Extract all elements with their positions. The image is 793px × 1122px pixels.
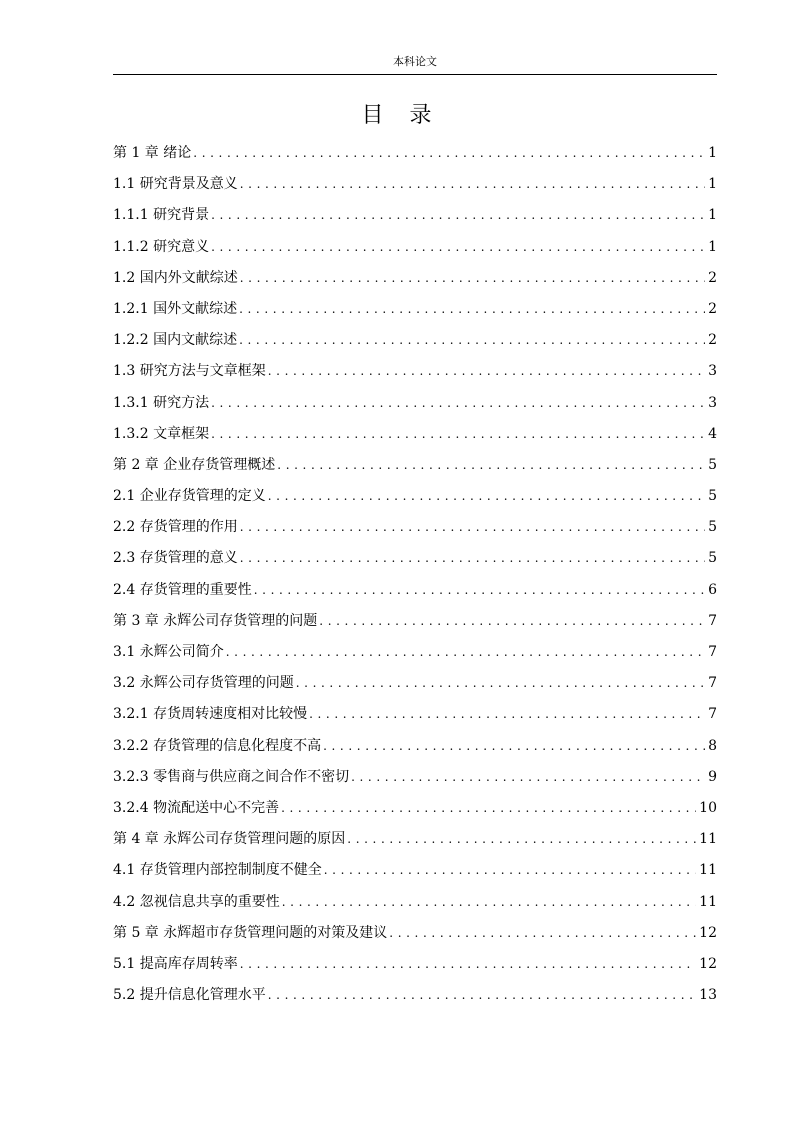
toc-entry[interactable]: [113, 578, 717, 609]
toc-entry-page-number: 12: [699, 955, 717, 972]
toc-entry[interactable]: [113, 671, 717, 702]
toc-entry-page-number: 5: [708, 550, 717, 567]
toc-entry[interactable]: [113, 734, 717, 765]
toc-entry-label: 1.3.1 研究方法: [113, 394, 210, 411]
toc-dot-leader: [240, 172, 705, 196]
toc-entry-label: 第 2 章 企业存货管理概述: [113, 456, 276, 473]
toc-dot-leader: [282, 890, 696, 914]
toc-entry-page-number: 2: [708, 269, 717, 286]
toc-dot-leader: [281, 796, 696, 820]
toc-dot-leader: [389, 921, 696, 945]
toc-entry-page-number: 2: [708, 332, 717, 349]
toc-dot-leader: [268, 484, 705, 508]
toc-dot-leader: [296, 671, 705, 695]
toc-title-right: 录: [409, 103, 432, 128]
toc-entry-page-number: 13: [699, 987, 717, 1004]
toc-entry-label: 3.1 永辉公司简介: [113, 644, 224, 660]
toc-entry[interactable]: [113, 921, 717, 952]
toc-entry-label: 3.2.4 物流配送中心不完善: [113, 799, 280, 816]
toc-entry-page-number: 7: [708, 706, 717, 723]
toc-entry-page-number: 4: [708, 425, 717, 442]
toc-entry-page-number: 5: [708, 519, 717, 536]
toc-entry-page-number: 2: [708, 300, 717, 317]
toc-entry-page-number: 11: [699, 831, 717, 848]
toc-entry[interactable]: [113, 640, 717, 671]
toc-entry-page-number: 7: [708, 644, 717, 660]
toc-dot-leader: [193, 141, 705, 165]
toc-entry-page-number: 1: [708, 238, 717, 255]
toc-entry-label: 2.2 存货管理的作用: [113, 519, 238, 536]
toc-entry-page-number: 1: [708, 207, 717, 224]
page-header-text: 本科论文: [393, 55, 437, 68]
toc-entry[interactable]: [113, 546, 717, 577]
toc-dot-leader: [268, 359, 705, 383]
toc-entry-page-number: 5: [708, 456, 717, 473]
toc-entry[interactable]: [113, 266, 717, 297]
toc-entry[interactable]: [113, 328, 717, 359]
toc-dot-leader: [254, 578, 705, 602]
toc-dot-leader: [240, 266, 705, 290]
toc-dot-leader: [351, 765, 705, 789]
toc-entry[interactable]: [113, 796, 717, 827]
toc-entry[interactable]: [113, 609, 717, 640]
toc-entry-page-number: 3: [708, 363, 717, 380]
toc-dot-leader: [323, 734, 705, 758]
toc-dot-leader: [226, 640, 705, 664]
toc-entry-label: 4.1 存货管理内部控制制度不健全: [113, 862, 322, 879]
toc-entry-label: 1.2 国内外文献综述: [113, 269, 238, 286]
toc-entry-label: 2.4 存货管理的重要性: [113, 581, 252, 598]
toc-entry-label: 1.1 研究背景及意义: [113, 176, 238, 193]
toc-dot-leader: [347, 827, 696, 851]
toc-title-left: 目: [361, 103, 384, 128]
toc-entry-page-number: 6: [708, 581, 717, 598]
toc-dot-leader: [309, 702, 705, 726]
toc-entry[interactable]: [113, 359, 717, 390]
toc-entry[interactable]: [113, 827, 717, 858]
toc-entry[interactable]: [113, 484, 717, 515]
toc-entry[interactable]: [113, 952, 717, 983]
toc-dot-leader: [240, 515, 705, 539]
toc-dot-leader: [211, 235, 705, 259]
toc-entry-label: 3.2 永辉公司存货管理的问题: [113, 675, 294, 692]
toc-entry-page-number: 1: [708, 145, 717, 161]
toc-entry-page-number: 3: [708, 394, 717, 411]
toc-entry-label: 第 5 章 永辉超市存货管理问题的对策及建议: [113, 924, 388, 941]
toc-entry[interactable]: [113, 983, 717, 1014]
toc-entry-label: 2.3 存货管理的意义: [113, 550, 238, 567]
toc-entry-label: 4.2 忽视信息共享的重要性: [113, 893, 280, 910]
toc-dot-leader: [268, 983, 696, 1007]
toc-entry-page-number: 7: [708, 675, 717, 692]
toc-entry-label: 第 3 章 永辉公司存货管理的问题: [113, 612, 318, 629]
toc-entry-label: 3.2.1 存货周转速度相对比较慢: [113, 706, 308, 723]
toc-entry-page-number: 12: [699, 924, 717, 941]
toc-entry[interactable]: [113, 858, 717, 889]
toc-entry[interactable]: [113, 203, 717, 234]
toc-entry-label: 5.2 提升信息化管理水平: [113, 987, 266, 1004]
toc-entry[interactable]: [113, 297, 717, 328]
toc-entry-page-number: 5: [708, 488, 717, 505]
toc-dot-leader: [240, 546, 705, 570]
toc-entry[interactable]: [113, 422, 717, 453]
toc-dot-leader: [277, 453, 705, 477]
toc-dot-leader: [239, 297, 705, 321]
toc-dot-leader: [240, 952, 696, 976]
toc-entry-page-number: 1: [708, 176, 717, 193]
toc-dot-leader: [324, 858, 696, 882]
toc-entry-label: 第 4 章 永辉公司存货管理问题的原因: [113, 831, 346, 848]
page-header: [113, 55, 717, 75]
toc-entry[interactable]: [113, 890, 717, 921]
toc-entry-label: 1.1.2 研究意义: [113, 238, 210, 255]
toc-entry-page-number: 11: [699, 862, 717, 879]
toc-entry-label: 2.1 企业存货管理的定义: [113, 488, 266, 505]
toc-entry-page-number: 10: [699, 799, 717, 816]
toc-entry-label: 1.2.2 国内文献综述: [113, 332, 238, 349]
toc-dot-leader: [239, 328, 705, 352]
toc-dot-leader: [211, 422, 705, 446]
toc-entry-label: 1.3 研究方法与文章框架: [113, 363, 266, 380]
table-of-contents: [113, 141, 717, 1014]
toc-entry-label: 第 1 章 绪论: [113, 145, 192, 161]
toc-entry[interactable]: [113, 235, 717, 266]
toc-dot-leader: [319, 609, 705, 633]
toc-entry-label: 1.2.1 国外文献综述: [113, 300, 238, 317]
toc-entry[interactable]: [113, 765, 717, 796]
toc-entry[interactable]: [113, 702, 717, 733]
toc-entry-label: 5.1 提高库存周转率: [113, 955, 238, 972]
toc-dot-leader: [211, 391, 705, 415]
toc-entry-label: 3.2.3 零售商与供应商之间合作不密切: [113, 768, 350, 785]
toc-entry-label: 3.2.2 存货管理的信息化程度不高: [113, 737, 322, 754]
toc-entry-page-number: 11: [699, 893, 717, 910]
toc-entry-page-number: 8: [708, 737, 717, 754]
toc-entry[interactable]: [113, 515, 717, 546]
toc-dot-leader: [211, 203, 705, 227]
toc-entry[interactable]: [113, 141, 717, 172]
toc-entry-label: 1.3.2 文章框架: [113, 425, 210, 442]
toc-entry[interactable]: [113, 172, 717, 203]
toc-entry-page-number: 9: [708, 768, 717, 785]
toc-entry[interactable]: [113, 453, 717, 484]
toc-entry-label: 1.1.1 研究背景: [113, 207, 210, 224]
toc-entry[interactable]: [113, 391, 717, 422]
toc-title: [0, 101, 793, 131]
toc-entry-page-number: 7: [708, 612, 717, 629]
